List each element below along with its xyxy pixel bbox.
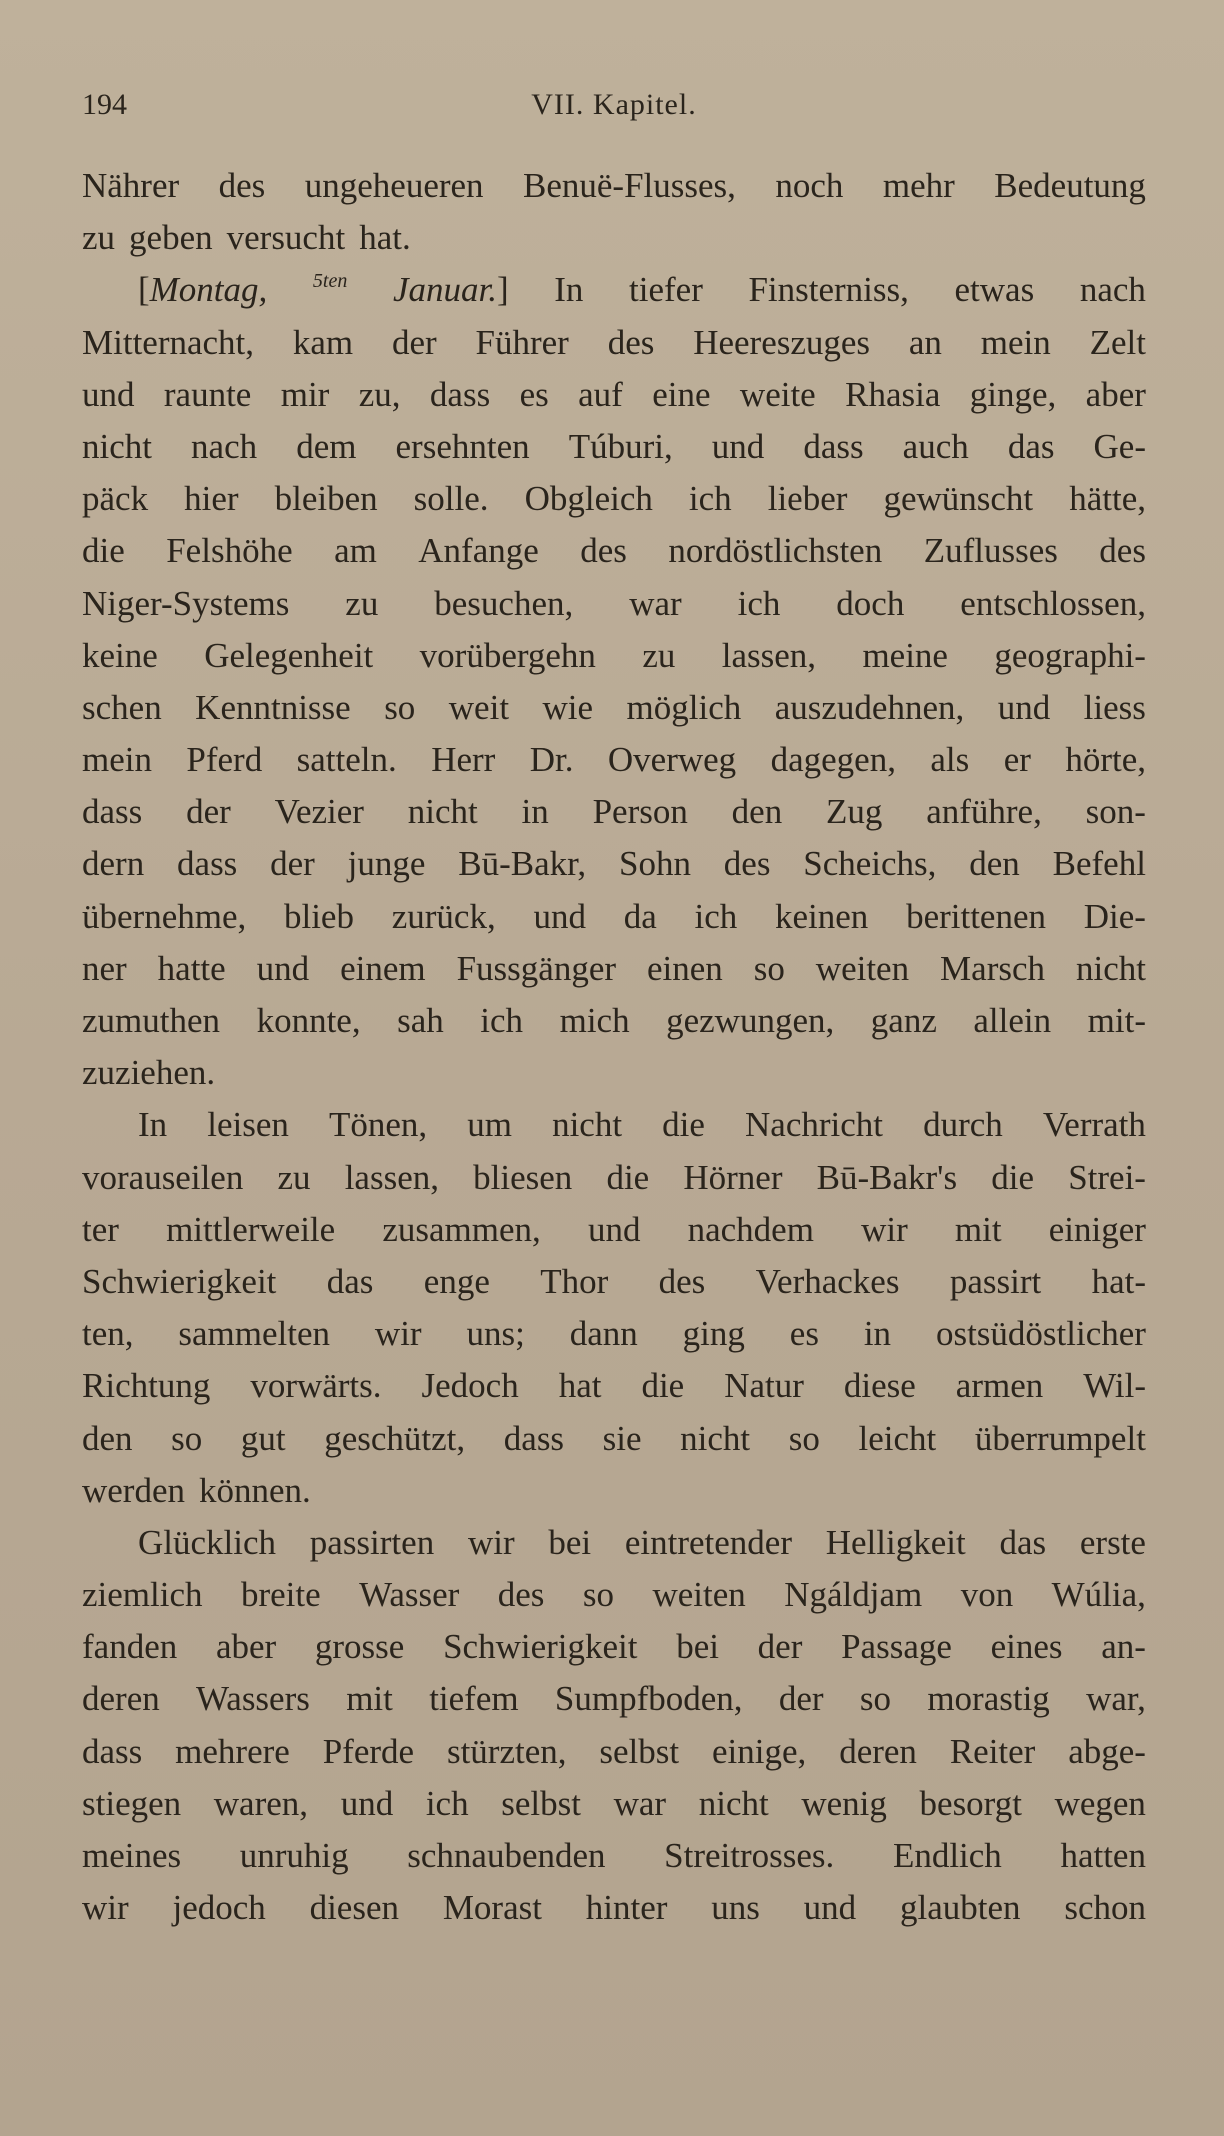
- text-line: fanden aber grosse Schwierigkeit bei der Passage eines an-: [82, 1627, 1146, 1667]
- text-line: schen Kenntnisse so weit wie möglich auszudehnen, und liess: [82, 687, 1146, 727]
- text-line: keine Gelegenheit vorübergehn zu lassen, meine geographi-: [82, 635, 1146, 675]
- text-line: stiegen waren, und ich selbst war nicht wenig besorgt wegen: [82, 1783, 1146, 1823]
- body-text: [82, 160, 1146, 1934]
- text-line: Mitternacht, kam der Führer des Heereszuges an mein Zelt: [82, 322, 1146, 362]
- text-line: und raunte mir zu, dass es auf eine weite Rhasia ginge, aber: [82, 374, 1146, 414]
- text-line: ter mittlerweile zusammen, und nachdem wir mit einiger: [82, 1209, 1146, 1249]
- text-line: dass der Vezier nicht in Person den Zug anführe, son-: [82, 792, 1146, 832]
- text-line: den so gut geschützt, dass sie nicht so leicht überrumpelt: [82, 1418, 1146, 1458]
- text-line: übernehme, blieb zurück, und da ich keinen berittenen Die-: [82, 896, 1146, 936]
- text-line: zu geben versucht hat.: [82, 218, 411, 258]
- text-line: meines unruhig schnaubenden Streitrosses. Endlich hatten: [82, 1836, 1146, 1875]
- text-line: Nährer des ungeheueren Benuë-Flusses, noch mehr Bedeutung: [82, 166, 1146, 205]
- text-line: päck hier bleiben solle. Obgleich ich lieber gewünscht hätte,: [82, 479, 1146, 519]
- text-line: nicht nach dem ersehnten Túburi, und dass auch das Ge-: [82, 426, 1146, 466]
- text-line: In leisen Tönen, um nicht die Nachricht durch Verrath: [138, 1105, 1146, 1145]
- text-line: Schwierigkeit das enge Thor des Verhackes passirt hat-: [82, 1261, 1146, 1301]
- text-line: wir jedoch diesen Morast hinter uns und glaubten schon: [82, 1888, 1146, 1928]
- text-line: Niger-Systems zu besuchen, war ich doch entschlossen,: [82, 583, 1146, 623]
- text-line: ten, sammelten wir uns; dann ging es in ostsüdöstlicher: [82, 1314, 1146, 1354]
- text-line: vorauseilen zu lassen, bliesen die Hörner Bū-Bakr's die Strei-: [82, 1157, 1146, 1197]
- running-head: VII. Kapitel.: [531, 88, 697, 121]
- text-line: zumuthen konnte, sah ich mich gezwungen, ganz allein mit-: [82, 1001, 1146, 1040]
- text-line: die Felshöhe am Anfange des nordöstlichsten Zuflusses des: [82, 531, 1146, 571]
- text-line: deren Wassers mit tiefem Sumpfboden, der so morastig war,: [82, 1679, 1146, 1719]
- text-line: zuziehen.: [82, 1053, 216, 1093]
- text-line: dern dass der junge Bū-Bakr, Sohn des Scheichs, den Befehl: [82, 844, 1146, 884]
- text-line: Glücklich passirten wir bei eintretender Helligkeit das erste: [138, 1522, 1146, 1562]
- text-line: dass mehrere Pferde stürzten, selbst einige, deren Reiter abge-: [82, 1731, 1146, 1771]
- text-line: Richtung vorwärts. Jedoch hat die Natur diese armen Wil-: [82, 1366, 1146, 1406]
- text-line: [Montag, $^{5ten}$ Januar.] In tiefer Finsterniss, etwas nach: [138, 270, 1146, 310]
- page-header: [82, 88, 1146, 128]
- text-line: mein Pferd satteln. Herr Dr. Overweg dagegen, als er hörte,: [82, 740, 1146, 780]
- text-line: werden können.: [82, 1470, 311, 1510]
- page-number: 194: [82, 88, 127, 121]
- text-line: ziemlich breite Wasser des so weiten Ngáldjam von Wúlia,: [82, 1575, 1146, 1615]
- text-line: ner hatte und einem Fussgänger einen so weiten Marsch nicht: [82, 948, 1146, 988]
